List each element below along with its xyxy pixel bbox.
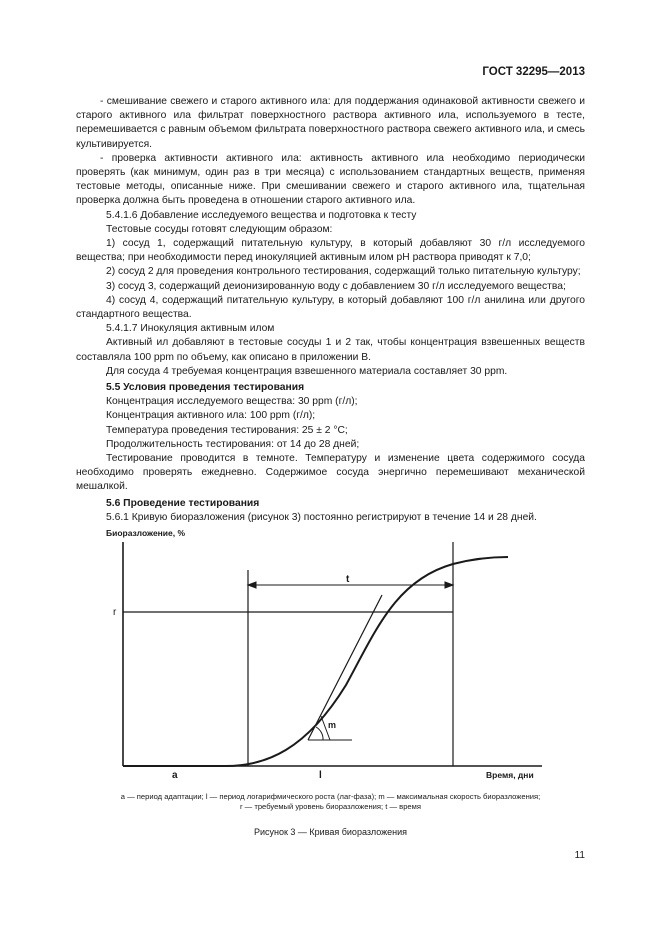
- paragraph: Продолжительность тестирования: от 14 до 28 дней;: [106, 438, 360, 450]
- page-number: 11: [574, 850, 585, 861]
- slope-angle-arc: [316, 727, 323, 740]
- paragraph: 2) сосуд 2 для проведения контрольного тестирования, содержащий только питательную культуру;: [106, 266, 581, 278]
- label-t: t: [346, 574, 350, 585]
- y-axis-label: Биоразложение, %: [106, 528, 186, 538]
- label-m: m: [328, 720, 337, 730]
- document-header: ГОСТ 32295—2013: [482, 66, 585, 78]
- paragraph: 1) сосуд 1, содержащий питательную культуру, в который добавляют 30 г/л исследуемого вещества; при необходимости перед инокуляцией активным илом pH раствора приводят к 7,0;: [76, 238, 585, 264]
- biodegradation-figure: [76, 520, 585, 790]
- document-body: [76, 95, 585, 525]
- label-r: r: [113, 607, 117, 618]
- paragraph: 5.4.1.6 Добавление исследуемого вещества и подготовка к тесту: [106, 209, 417, 221]
- paragraph: Тестирование проводится в темноте. Температуру и изменение цвета содержимого сосуда необходимо проверять ежедневно. Содержимое сосуда энергично перемешивают механической мешалкой.: [76, 453, 585, 493]
- paragraph: Активный ил добавляют в тестовые сосуды 1 и 2 так, чтобы концентрация взвешенных веществ составляла 100 ppm по объему, как описано в приложении В.: [76, 337, 585, 363]
- tangent-line: [308, 595, 382, 740]
- figure-caption: Рисунок 3 — Кривая биоразложения: [253, 827, 408, 837]
- paragraph: Температура проведения тестирования: 25 ± 2 °С;: [106, 424, 348, 436]
- figure-legend: [60, 792, 601, 812]
- section-heading: 5.5 Условия проведения тестирования: [106, 382, 305, 394]
- paragraph: - проверка активности активного ила: активность активного ила необходимо периодически проверять (как минимум, один раз в три месяца) с использованием стандартных веществ, применяя тестовые методы, описанные ниже. При смешивании свежего и старого активного ила, тщательная проверка должна быть проведена в отношении старого активного ила.: [76, 152, 585, 207]
- label-l: l: [319, 770, 322, 781]
- paragraph: 5.4.1.7 Инокуляция активным илом: [106, 323, 275, 335]
- paragraph: Тестовые сосуды готовят следующим образом:: [106, 223, 333, 235]
- t-arrow-right: [445, 582, 453, 588]
- paragraph: 5.6.1 Кривую биоразложения (рисунок 3) постоянно регистрируют в течение 14 и 28 дней.: [106, 511, 537, 523]
- x-axis-label: Время, дни: [486, 770, 534, 780]
- t-arrow-left: [248, 582, 256, 588]
- paragraph: Для сосуда 4 требуемая концентрация взвешенного материала составляет 30 ppm.: [106, 365, 508, 377]
- section-heading: 5.6 Проведение тестирования: [106, 497, 260, 509]
- label-a: a: [172, 770, 178, 781]
- paragraph: Концентрация активного ила: 100 ppm (г/л);: [106, 410, 316, 422]
- paragraph: 3) сосуд 3, содержащий деионизированную воду с добавлением 30 г/л исследуемого вещества;: [106, 280, 566, 292]
- figure-legend-line: r — требуемый уровень биоразложения; t — время: [240, 802, 421, 811]
- figure-legend-line: a — период адаптации; l — период логарифмического роста (лаг-фаза); m — максимальная скорость биоразложения;: [120, 792, 541, 801]
- paragraph: - смешивание свежего и старого активного ила: для поддержания одинаковой активности свежего и старого активного ила фильтрат поверхностного раствора активного ила, используемого в тесте, перемешивается с равным объемом фильтрата поверхностного раствора свежего активного ила, и смесь культивируется.: [76, 96, 585, 150]
- paragraph: Концентрация исследуемого вещества: 30 ppm (г/л);: [106, 396, 358, 408]
- biodegradation-curve: [123, 557, 508, 766]
- paragraph: 4) сосуд 4, содержащий питательную культуру, в который добавляют 100 г/л анилина или другого стандартного вещества.: [76, 294, 585, 321]
